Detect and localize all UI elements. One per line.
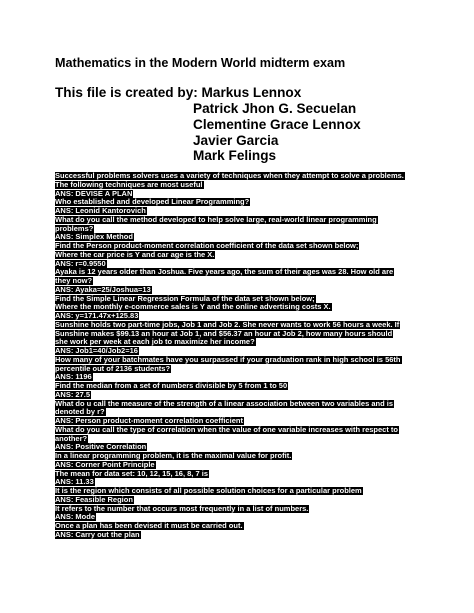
question-text: Once a plan has been devised it must be carried out. — [55, 522, 243, 530]
question-text: she work per week at each job to maximize her income? — [55, 338, 255, 347]
question-text: The mean for data set: 10, 12, 15, 16, 8, 7 is — [55, 469, 208, 478]
answer-text: ANS: Feasible Region — [55, 495, 133, 504]
question-text: It refers to the number that occurs most frequently in a list of numbers. — [55, 504, 309, 513]
question-text: denoted by r? — [55, 408, 105, 417]
question-line — [55, 522, 427, 531]
answer-line — [55, 233, 427, 242]
answer-text: ANS: Mode — [55, 513, 95, 522]
question-line — [55, 505, 427, 514]
answer-text: ANS: Corner Point Principle — [55, 460, 155, 469]
question-text: Find the median from a set of numbers divisible by 5 from 1 to 50 — [55, 382, 288, 390]
question-line — [55, 470, 427, 479]
question-line — [55, 452, 427, 461]
answer-line — [55, 531, 427, 540]
answer-text: ANS: Simplex Method — [55, 233, 133, 242]
question-text: problems? — [55, 224, 94, 233]
question-line — [55, 382, 427, 391]
question-text: Where the car price is Y and car age is the X. — [55, 250, 215, 259]
author-name: Patrick Jhon G. Secuelan — [193, 101, 357, 116]
question-text: another? — [55, 434, 88, 443]
question-text: How many of your batchmates have you surpassed if your graduation rank in high school is 56th — [55, 355, 401, 364]
question-line — [55, 216, 427, 225]
answer-text: ANS: Ayaka=25/Joshua=13 — [55, 285, 151, 294]
answer-text: ANS: Job1=40/Job2=16 — [55, 347, 138, 355]
answer-text: ANS: Leonid Kantorovich — [55, 207, 146, 215]
answer-line — [55, 461, 427, 470]
question-line — [55, 330, 427, 339]
answer-text: ANS: 27.5 — [55, 390, 91, 399]
question-text: Successful problems solvers uses a variety of techniques when they attempt to solve a problems. — [55, 172, 404, 180]
question-text: Find the Person product-moment correlation coefficient of the data set shown below; — [55, 242, 359, 250]
answer-line — [55, 373, 427, 382]
answer-line — [55, 391, 427, 400]
question-line — [55, 242, 427, 251]
answer-line — [55, 207, 427, 216]
answer-text: ANS: Positive Correlation — [55, 443, 147, 452]
author-name: Clementine Grace Lennox — [193, 117, 361, 132]
author-name: Javier Garcia — [193, 133, 279, 148]
question-text: Sunshine holds two part-time jobs, Job 1 and Job 2. She never wants to work 56 hours a week. If — [55, 320, 400, 329]
question-text: Ayaka is 12 years older than Joshua. Five years ago, the sum of their ages was 28. How old are — [55, 268, 394, 277]
question-line — [55, 365, 427, 374]
question-line — [55, 426, 427, 435]
answer-text: ANS: 1196 — [55, 373, 92, 382]
answer-line — [55, 347, 427, 356]
question-line — [55, 487, 427, 496]
question-line — [55, 303, 427, 312]
question-text: What do u call the measure of the strength of a linear association between two variables and is — [55, 399, 393, 408]
answer-line — [55, 417, 427, 426]
question-text: Where the monthly e-commerce sales is Y and the online advertising costs X. — [55, 303, 331, 312]
question-text: Who established and developed Linear Programming? — [55, 198, 250, 207]
answer-line — [55, 312, 427, 321]
answer-line — [55, 496, 427, 505]
question-line — [55, 225, 427, 234]
question-line — [55, 198, 427, 207]
answer-text: ANS: Person product-moment correlation coefficient — [55, 417, 243, 425]
question-text: they now? — [55, 277, 93, 285]
answer-line — [55, 260, 427, 269]
question-text: percentile out of 2136 students? — [55, 364, 171, 373]
answer-line — [55, 443, 427, 452]
document-title: Mathematics in the Modern World midterm exam — [55, 56, 346, 70]
question-line — [55, 295, 427, 304]
question-line — [55, 181, 427, 190]
question-text: Find the Simple Linear Regression Formula of the data set shown below; — [55, 294, 315, 303]
question-line — [55, 321, 427, 330]
question-text: It is the region which consists of all possible solution choices for a particular problem — [55, 487, 362, 495]
question-line — [55, 268, 427, 277]
question-text: Sunshine makes $99.13 an hour at Job 1, and $56.37 an hour at Job 2, how many hours should — [55, 329, 393, 338]
answer-text: ANS: r=0.9550 — [55, 259, 106, 268]
question-line — [55, 172, 427, 181]
question-line — [55, 338, 427, 347]
answer-line — [55, 478, 427, 487]
question-line — [55, 435, 427, 444]
answer-line — [55, 286, 427, 295]
question-answer-list — [55, 172, 427, 540]
question-text: The following techniques are most useful — [55, 180, 203, 189]
answer-text: ANS: DEVISE A PLAN — [55, 189, 133, 198]
answer-text: ANS: Carry out the plan — [55, 530, 140, 539]
question-line — [55, 400, 427, 409]
question-line — [55, 408, 427, 417]
question-line — [55, 251, 427, 260]
question-line — [55, 356, 427, 365]
answer-text: ANS: 11.33 — [55, 478, 94, 487]
question-text: In a linear programming problem, it is the maximal value for profit. — [55, 452, 292, 460]
question-text: What do you call the type of correlation when the value of one variable increases with respect to — [55, 425, 398, 434]
answer-text: ANS: y=171.47x+125.83 — [55, 312, 139, 320]
answer-line — [55, 513, 427, 522]
question-line — [55, 277, 427, 286]
created-by-label: This file is created by: Markus Lennox — [55, 85, 302, 100]
author-name: Mark Felings — [193, 148, 277, 163]
answer-line — [55, 190, 427, 199]
question-text: What do you call the method developed to help solve large, real-world linear programming — [55, 215, 377, 224]
